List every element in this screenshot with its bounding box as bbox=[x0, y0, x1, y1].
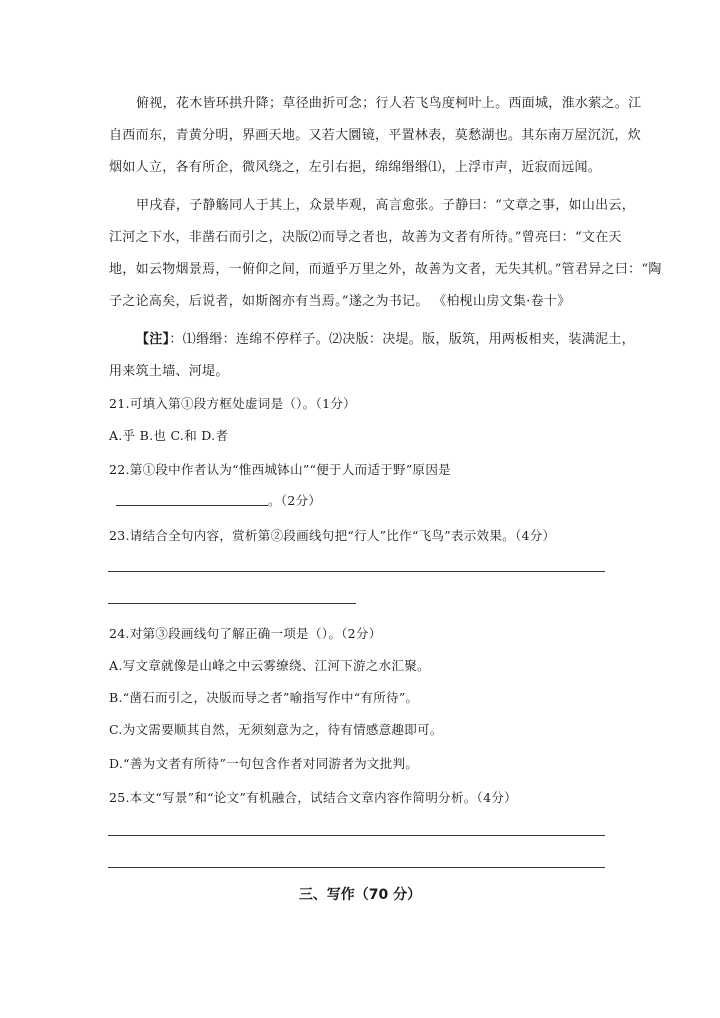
passage-p2-line-4: 子之论高矣，后说者，如斯阁亦有当焉。”遂之为书记。 《柏枧山房文集·卷十》 bbox=[109, 294, 571, 309]
answer-line-25-1[interactable] bbox=[108, 835, 605, 836]
answer-blank-22[interactable] bbox=[116, 505, 268, 506]
question-21: 21.可填入第①段方框处虚词是（）。（1分） bbox=[109, 396, 356, 411]
note-line-2: 用来筑土墙、河堤。 bbox=[109, 364, 229, 379]
question-24-option-c: C.为文需要顺其自然，无须刻意为之，待有情感意趣即可。 bbox=[109, 722, 443, 737]
note-label: 【注】 bbox=[136, 332, 170, 347]
question-22-tail: 。（2分） bbox=[268, 493, 322, 508]
question-22: 22.第①段中作者认为“惟西城钵山”“便于人而适于野”原因是 bbox=[109, 462, 451, 477]
passage-p2-line-2: 江河之下水，非凿石而引之，决版⑵而导之者也，故善为文者有所待。”曾亮曰：“文在天 bbox=[109, 230, 622, 245]
note-text-1: ：⑴缗缗：连绵不停样子。⑵决版：决堤。版，版筑，用两板相夹，装满泥土， bbox=[169, 332, 635, 347]
question-24-option-d: D.“善为文者有所待”一句包含作者对同游者为文批判。 bbox=[109, 756, 419, 771]
answer-line-23-1[interactable] bbox=[108, 571, 605, 572]
answer-line-25-2[interactable] bbox=[108, 867, 605, 868]
note-line-1 bbox=[136, 330, 635, 350]
passage-p2-line-3: 地，如云物烟景焉，一俯仰之间，而遁乎万里之外，故善为文者，无失其机。”管君异之曰：“陶 bbox=[109, 262, 662, 277]
passage-p1-line-2: 自西而东，青黄分明，界画天地。又若大圜镜，平置林表，莫愁湖也。其东南万屋沉沉，炊 bbox=[109, 128, 642, 143]
question-23: 23.请结合全句内容，赏析第②段画线句把“行人”比作“飞鸟”表示效果。（4分） bbox=[109, 528, 556, 543]
passage-p1-line-3: 烟如人立，各有所企，微风绕之，左引右挹，绵绵缗缗⑴，上浮市声，近寂而远闻。 bbox=[109, 160, 602, 175]
section-heading-writing: 三、写作（70 分） bbox=[298, 887, 422, 903]
passage-p1-line-1: 俯视，花木皆环拱升降；草径曲折可念；行人若飞鸟度柯叶上。西面城，淮水萦之。江 bbox=[136, 96, 642, 111]
answer-line-23-2[interactable] bbox=[108, 603, 356, 604]
question-24-option-a: A.写文章就像是山峰之中云雾缭绕、江河下游之水汇聚。 bbox=[109, 658, 430, 673]
question-21-options: A.乎 B.也 C.和 D.者 bbox=[109, 428, 229, 443]
passage-p2-line-1: 甲戌春，子静觞同人于其上，众景毕观，高言愈张。子静曰：“文章之事，如山出云， bbox=[136, 198, 636, 213]
question-24-option-b: B.“凿石而引之，决版而导之者”喻指写作中“有所待”。 bbox=[109, 690, 419, 705]
question-25: 25.本文“写景”和“论文”有机融合，试结合文章内容作简明分析。（4分） bbox=[109, 790, 517, 805]
question-24: 24.对第③段画线句了解正确一项是（）。（2分） bbox=[109, 626, 382, 641]
